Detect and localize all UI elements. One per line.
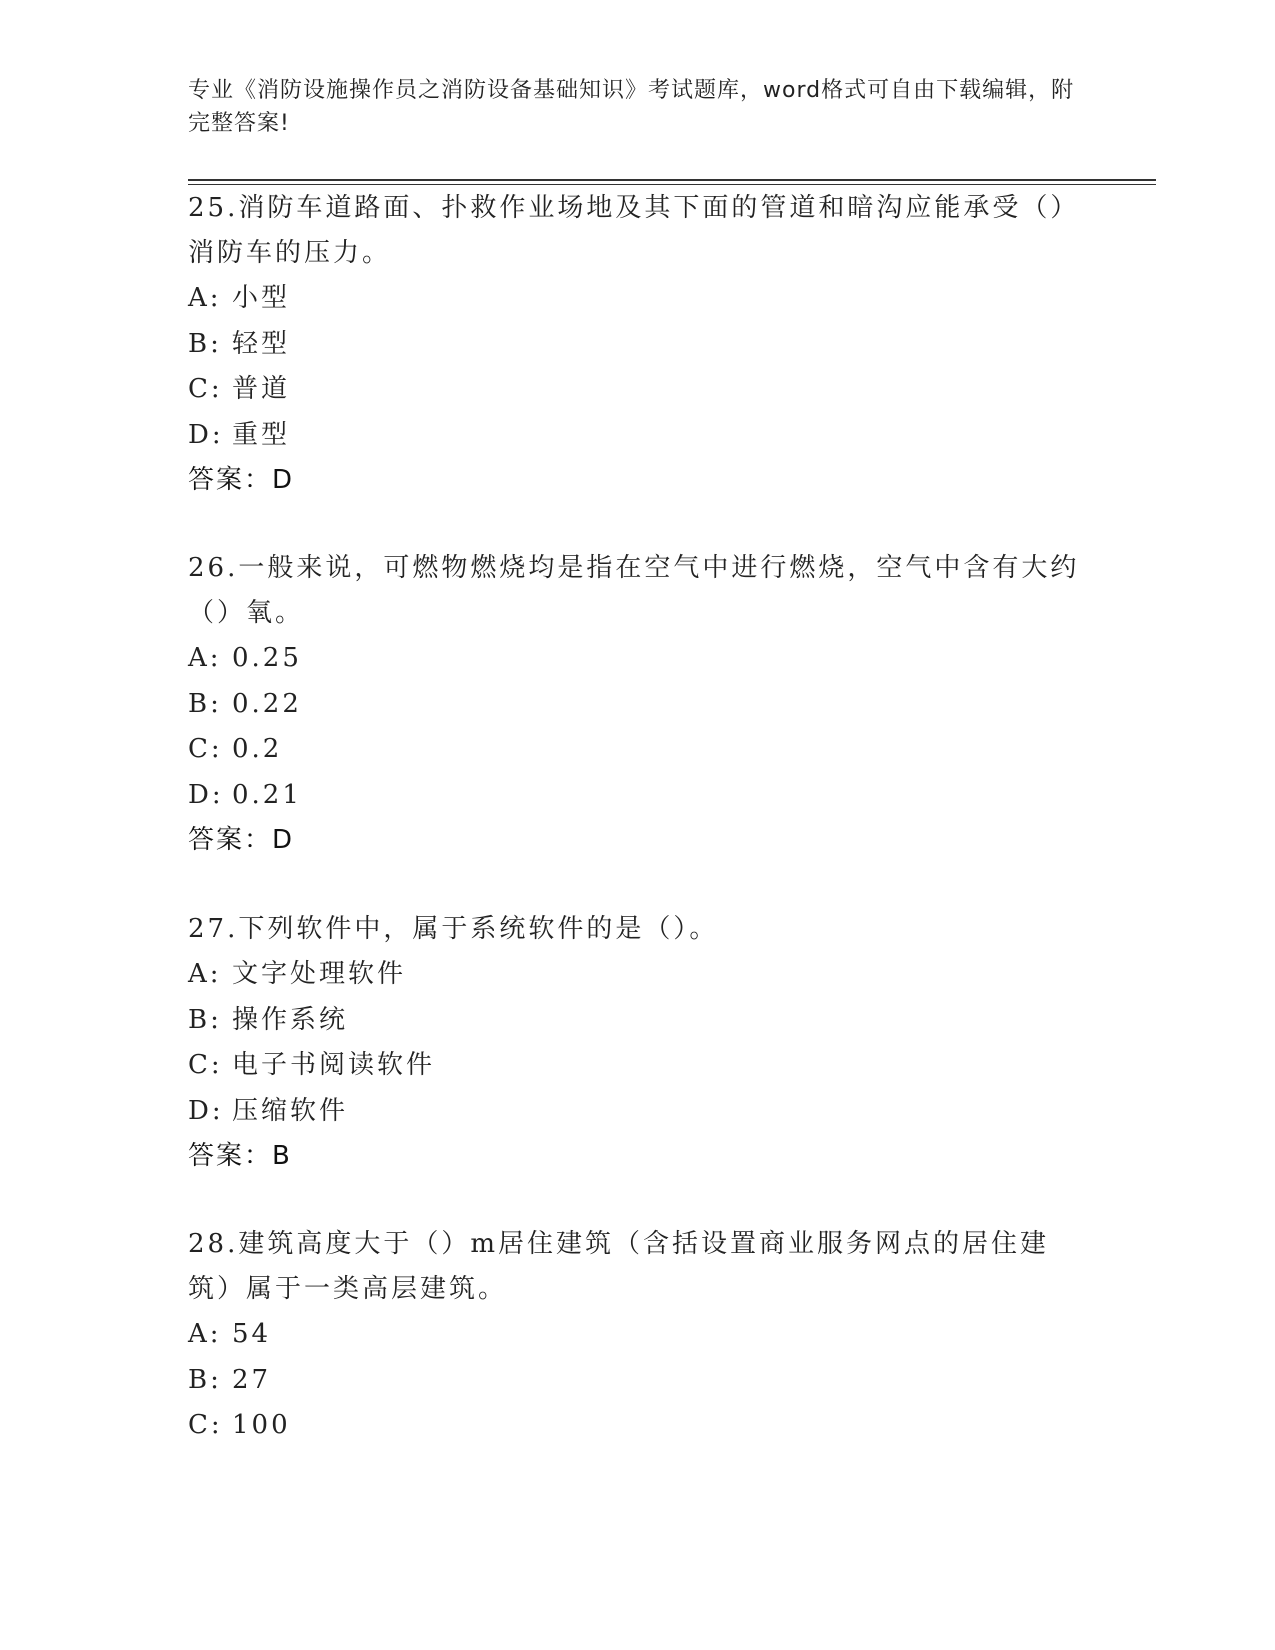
option-label: B: <box>188 1364 222 1395</box>
option-label: B: <box>188 688 222 719</box>
option-label: C: <box>188 1050 223 1080</box>
option-b <box>188 998 1088 1044</box>
option-text: 电子书阅读软件 <box>232 1050 436 1080</box>
option-label: A: <box>188 283 222 313</box>
option-label: A: <box>188 1319 222 1349</box>
option-text: 100 <box>232 1410 291 1440</box>
option-d <box>188 1089 1088 1135</box>
option-label: C: <box>188 374 223 404</box>
option-d <box>188 773 1088 819</box>
option-text: 轻型 <box>232 328 291 359</box>
option-b <box>188 322 1088 368</box>
option-text: 重型 <box>232 419 291 450</box>
question-27 <box>188 907 1088 1179</box>
option-a <box>188 952 1088 998</box>
question-stem: 28.建筑高度大于（）m居住建筑（含括设置商业服务网点的居住建筑）属于一类高层建筑。 <box>188 1229 1050 1304</box>
option-label: B: <box>188 328 222 359</box>
option-a <box>188 276 1088 322</box>
option-label: A: <box>188 959 222 989</box>
option-text: 0.21 <box>232 779 302 810</box>
option-a <box>188 636 1088 682</box>
option-label: B: <box>188 1004 222 1035</box>
option-label: D: <box>188 779 224 810</box>
option-text: 普道 <box>232 374 291 404</box>
option-c <box>188 367 1088 413</box>
option-b <box>188 1358 1088 1404</box>
option-text: 文字处理软件 <box>232 959 407 989</box>
option-b <box>188 682 1088 728</box>
option-text: 0.2 <box>232 734 283 764</box>
question-25 <box>188 186 1088 503</box>
option-label: D: <box>188 1095 224 1126</box>
option-label: A: <box>188 643 222 673</box>
header-divider-thin <box>188 184 1156 185</box>
answer: 答案：D <box>188 825 295 855</box>
question-stem: 25.消防车道路面、扑救作业场地及其下面的管道和暗沟应能承受（）消防车的压力。 <box>188 193 1080 268</box>
document-intro: 专业《消防设施操作员之消防设备基础知识》考试题库，word格式可自由下载编辑，附完整答案! <box>188 78 1075 136</box>
option-c <box>188 1403 1088 1449</box>
question-stem: 26.一般来说，可燃物燃烧均是指在空气中进行燃烧，空气中含有大约（）氧。 <box>188 553 1080 628</box>
option-text: 27 <box>232 1364 272 1395</box>
option-text: 0.22 <box>232 688 302 719</box>
option-c <box>188 727 1088 773</box>
option-c <box>188 1043 1088 1089</box>
option-text: 0.25 <box>232 643 302 673</box>
question-28 <box>188 1222 1088 1449</box>
option-d <box>188 413 1088 459</box>
option-text: 压缩软件 <box>232 1095 349 1126</box>
answer: 答案：D <box>188 465 295 495</box>
option-text: 操作系统 <box>232 1004 349 1035</box>
answer: 答案：B <box>188 1141 292 1171</box>
option-text: 小型 <box>232 283 291 313</box>
option-label: D: <box>188 419 224 450</box>
header-divider-thick <box>188 179 1156 181</box>
option-label: C: <box>188 1410 223 1440</box>
option-label: C: <box>188 734 223 764</box>
question-stem: 27.下列软件中，属于系统软件的是（）。 <box>188 914 719 944</box>
option-a <box>188 1312 1088 1358</box>
question-26 <box>188 546 1088 863</box>
option-text: 54 <box>232 1319 272 1349</box>
